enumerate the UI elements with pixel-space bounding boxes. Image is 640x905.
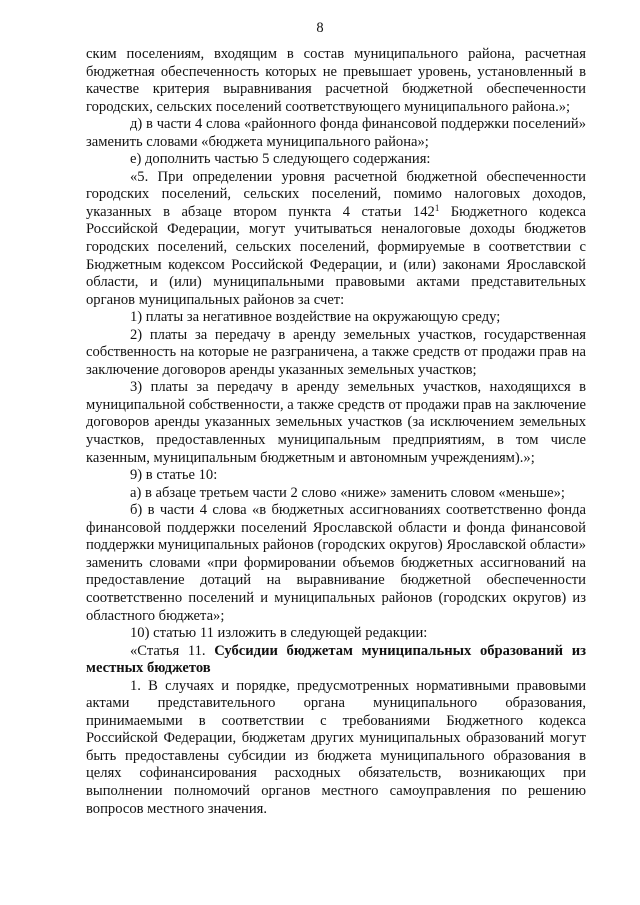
part-5-text-start: «5. При определении уровня расчетной бюджетной обеспеченности городских поселений, сельских поселений, помимо налоговых доходов, указанных в абзаце втором пункта 4 статьи 142 [86,168,586,220]
article-11-part-1: 1. В случаях и порядке, предусмотренных нормативными правовыми актами представительного органа муниципального образования, принимаемыми в соответствии с требованиями Бюджетного кодекса Российской Федерации, бюджетам других муниципальных образований могут быть предоставлены субсидии из бюджета муниципального образования в целях софинансирования расходных обязательств, возникающих при выполнении полномочий органов местного самоуправления по решению вопросов местного значения. [86,677,586,817]
list-item-1: 1) платы за негативное воздействие на окружающую среду; [130,309,501,326]
paragraph-item-9: 9) в статье 10: [130,467,218,484]
document-body [86,46,586,818]
part-5-text-end: Бюджетного кодекса Российской Федерации, могут учитываться неналоговые доходы бюджетов городских поселений, сельских поселений, формируемые в соответствии с Бюджетным кодексом Российской Федерации, и (или) законами Ярославской области, и (или) муниципальными правовыми актами представительных органов муниципальных районов за счет: [86,203,586,308]
article-11-title: Субсидии бюджетам муниципальных образований из местных бюджетов [86,642,586,677]
paragraph-item-10: 10) статью 11 изложить в следующей редакции: [130,625,428,642]
paragraph-item-a: а) в абзаце третьем части 2 слово «ниже» заменить словом «меньше»; [130,484,565,501]
paragraph-continuation: ским поселениям, входящим в состав муниципального района, расчетная бюджетная обеспеченность которых не превышает уровень, установленный в качестве критерия выравнивания расчетной бюджетной обеспеченности городских, сельских поселений соответствующего муниципального района.»; [86,46,586,115]
paragraph-item-d: д) в части 4 слова «районного фонда финансовой поддержки поселений» заменить словами «бюджета муниципального района»; [86,116,586,150]
paragraph-item-e: е) дополнить частью 5 следующего содержания: [130,151,431,168]
list-item-3: 3) платы за передачу в аренду земельных участков, находящихся в муниципальной собственности, а также средств от продажи прав на заключение договоров аренды указанных земельных участков (за исключением земельных участков, предоставленных муниципальным предприятиям, в том числе казенным, муниципальным бюджетным и автономным учреждениям).»; [86,379,586,466]
page-number: 8 [316,20,324,36]
article-11-heading [86,643,586,678]
list-item-2: 2) платы за передачу в аренду земельных участков, государственная собственность на которые не разграничена, а также средств от продажи прав на заключение договоров аренды указанных земельных участков; [86,326,586,378]
paragraph-part-5 [86,169,586,309]
paragraph-item-b: б) в части 4 слова «в бюджетных ассигнованиях соответственно фонда финансовой поддержки поселений Ярославской области и фонда финансовой поддержки муниципальных районов (городских округов) Ярославской области» заменить словами «при формировании объемов бюджетных ассигнований на предоставление дотаций на выравнивание бюджетной обеспеченности соответственно поселений и муниципальных районов (городских округов) из областного бюджета»; [86,502,586,624]
article-11-prefix: «Статья 11. [130,642,215,659]
article-superscript: 1 [434,202,440,213]
